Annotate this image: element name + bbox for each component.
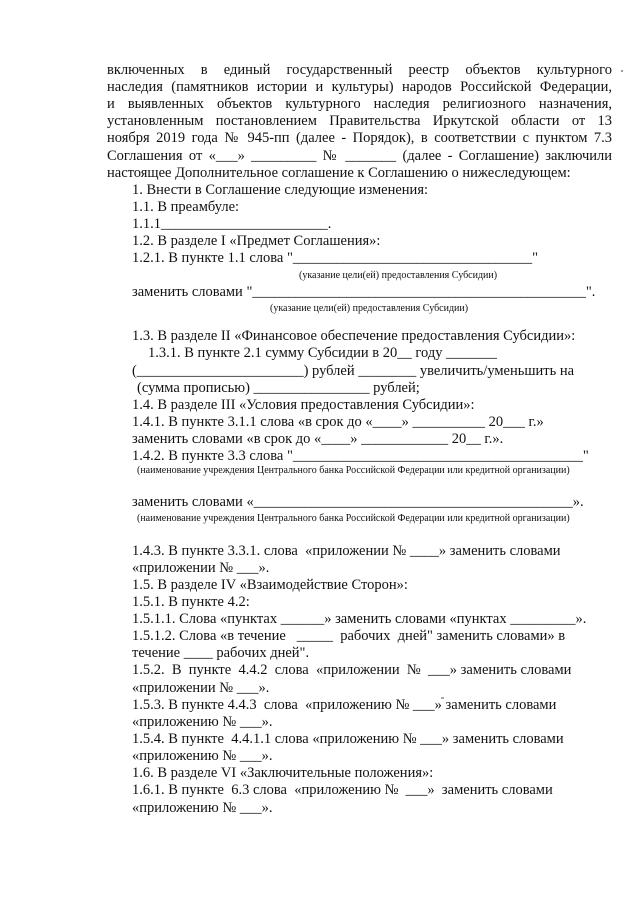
text-line: 1.4. В разделе III «Условия предоставления Субсидии»:: [132, 397, 475, 413]
text-line: и выявленных объектов культурного наследия религиозного назначения,: [107, 96, 612, 112]
text-line: «приложении № ___».: [132, 560, 270, 576]
text-line: 1.6. В разделе VI «Заключительные положения»:: [132, 765, 434, 781]
text-line: 1.1.1_______________________.: [132, 216, 332, 232]
text-line: 1.3.1. В пункте 2.1 сумму Субсидии в 20__ году _______: [148, 345, 497, 361]
text-line: настоящее Дополнительное соглашение к Соглашению о нижеследующем:: [107, 165, 571, 181]
text-line: 1.2.1. В пункте 1.1 слова "_________________________________": [132, 250, 539, 266]
text-line: (_______________________) рублей ________ увеличить/уменьшить на: [132, 363, 575, 379]
text-line: 1.5.1. В пункте 4.2:: [132, 594, 250, 610]
text-line: установленным постановлением Правительства Иркутской области от 13: [107, 113, 612, 129]
field-caption: (наименование учреждения Центрального банка Российской Федерации или кредитной организации): [137, 513, 570, 524]
text-line: 1.4.2. В пункте 3.3 слова "________________________________________": [132, 448, 589, 464]
text-line: 1.3. В разделе II «Финансовое обеспечение предоставления Субсидии»:: [132, 328, 576, 344]
text-line: 1.5.1.1. Слова «пунктах ______» заменить словами «пунктах _________».: [132, 611, 587, 627]
text-line: течение ____ рабочих дней".: [132, 645, 310, 661]
text-line: 1.6.1. В пункте 6.3 слова «приложению № ___» заменить словами: [132, 782, 553, 798]
text-line: 1.1. В преамбуле:: [132, 199, 240, 215]
text-line: включенных в единый государственный реестр объектов культурного: [107, 62, 612, 78]
text-line: (сумма прописью) ________________ рублей;: [137, 380, 420, 396]
text-line: 1.2. В разделе I «Предмет Соглашения»:: [132, 233, 381, 249]
text-line: «приложению № ___».: [132, 800, 273, 816]
text-line: 1.5.3. В пункте 4.4.3 слова «приложению № ___» заменить словами: [132, 697, 557, 713]
text-line: заменить словами «в срок до «____» ____________ 20__ г.».: [132, 431, 504, 447]
text-line: 1.5.2. В пункте 4.4.2 слова «приложении № ___» заменить словами: [132, 662, 572, 678]
text-line: 1.4.3. В пункте 3.3.1. слова «приложении № ____» заменить словами: [132, 543, 561, 559]
text-line: 1.4.1. В пункте 3.1.1 слова «в срок до «____» __________ 20___ г.»: [132, 414, 544, 430]
text-line: «приложении № ___».: [132, 680, 270, 696]
text-line: 1.5. В разделе IV «Взаимодействие Сторон»:: [132, 577, 408, 593]
text-line: заменить словами «____________________________________________».: [132, 494, 584, 510]
text-line: заменить словами "______________________________________________".: [132, 284, 596, 300]
text-line: 1. Внести в Соглашение следующие изменения:: [132, 182, 429, 198]
scan-speck: [621, 70, 623, 72]
text-line: «приложению № ___».: [132, 714, 273, 730]
text-line: Соглашения от «___» _________ № _______ (далее - Соглашение) заключили: [107, 148, 612, 164]
field-caption: (указание цели(ей) предоставления Субсидии): [270, 303, 469, 314]
text-line: 1.5.4. В пункте 4.4.1.1 слова «приложению № ___» заменить словами: [132, 731, 564, 747]
text-line: 1.5.1.2. Слова «в течение _____ рабочих дней" заменить словами» в: [132, 628, 566, 644]
field-caption: (наименование учреждения Центрального банка Российской Федерации или кредитной организации): [137, 465, 570, 476]
text-line: наследия (памятников истории и культуры) народов Российской Федерации,: [107, 79, 612, 95]
text-line: «приложению № ___».: [132, 748, 273, 764]
field-caption: (указание цели(ей) предоставления Субсидии): [299, 270, 498, 281]
text-line: ноября 2019 года № 945-пп (далее - Порядок), в соответствии с пунктом 7.3: [107, 130, 612, 146]
